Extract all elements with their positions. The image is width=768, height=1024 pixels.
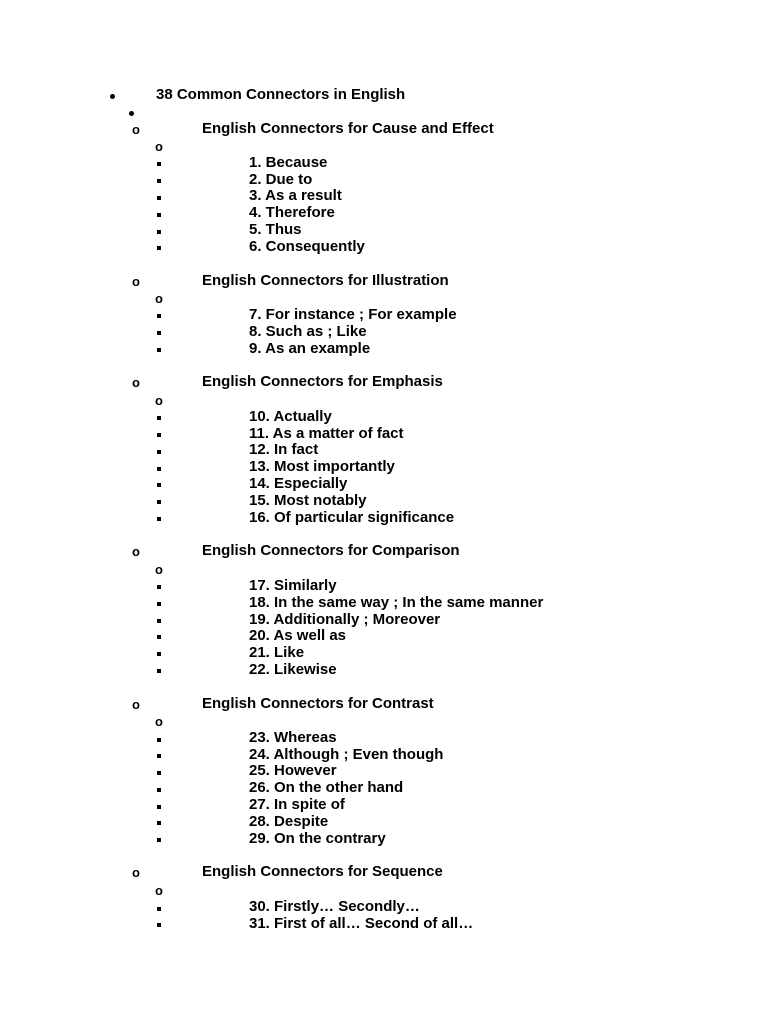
square-bullet xyxy=(157,162,161,166)
circle-bullet: o xyxy=(132,544,140,559)
square-bullet xyxy=(157,754,161,758)
circle-bullet: o xyxy=(132,865,140,880)
list-item: 22. Likewise xyxy=(249,661,337,678)
square-bullet xyxy=(157,619,161,623)
list-item: 21. Like xyxy=(249,644,305,661)
square-bullet xyxy=(157,738,161,742)
square-bullet xyxy=(157,230,161,234)
list-item: 11. As a matter of fact xyxy=(249,425,404,442)
square-bullet xyxy=(157,450,161,454)
list-item: 18. In the same way ; In the same manner xyxy=(249,594,544,611)
square-bullet xyxy=(157,805,161,809)
circle-bullet: o xyxy=(132,122,140,137)
list-item: 1. Because xyxy=(249,154,328,171)
square-bullet xyxy=(157,838,161,842)
square-bullet xyxy=(157,483,161,487)
square-bullet xyxy=(157,517,161,521)
list-item: 13. Most importantly xyxy=(249,458,395,475)
square-bullet xyxy=(157,602,161,606)
square-bullet xyxy=(157,467,161,471)
square-bullet xyxy=(157,179,161,183)
square-bullet xyxy=(157,669,161,673)
circle-bullet: o xyxy=(132,375,140,390)
circle-bullet: o xyxy=(155,883,163,898)
section-heading: English Connectors for Illustration xyxy=(202,272,449,289)
list-item: 31. First of all… Second of all… xyxy=(249,915,474,932)
circle-bullet: o xyxy=(132,274,140,289)
section-heading: English Connectors for Sequence xyxy=(202,863,443,880)
section-heading: English Connectors for Comparison xyxy=(202,542,460,559)
circle-bullet: o xyxy=(155,393,163,408)
square-bullet xyxy=(157,652,161,656)
document-title: 38 Common Connectors in English xyxy=(156,86,406,103)
circle-bullet: o xyxy=(155,562,163,577)
square-bullet xyxy=(157,213,161,217)
square-bullet xyxy=(157,196,161,200)
square-bullet xyxy=(157,331,161,335)
list-item: 16. Of particular significance xyxy=(249,509,455,526)
list-item: 12. In fact xyxy=(249,441,319,458)
square-bullet xyxy=(157,314,161,318)
square-bullet xyxy=(157,788,161,792)
square-bullet xyxy=(157,433,161,437)
square-bullet xyxy=(157,416,161,420)
list-item: 5. Thus xyxy=(249,221,302,238)
list-item: 20. As well as xyxy=(249,627,347,644)
list-item: 8. Such as ; Like xyxy=(249,323,367,340)
square-bullet xyxy=(157,246,161,250)
list-item: 2. Due to xyxy=(249,171,313,188)
list-item: 27. In spite of xyxy=(249,796,345,813)
list-item: 23. Whereas xyxy=(249,729,337,746)
section-heading: English Connectors for Emphasis xyxy=(202,373,443,390)
list-item: 14. Especially xyxy=(249,475,348,492)
square-bullet xyxy=(157,500,161,504)
list-item: 3. As a result xyxy=(249,187,342,204)
list-item: 30. Firstly… Secondly… xyxy=(249,898,420,915)
square-bullet xyxy=(157,348,161,352)
list-item: 6. Consequently xyxy=(249,238,365,255)
circle-bullet: o xyxy=(132,697,140,712)
section-heading: English Connectors for Contrast xyxy=(202,695,434,712)
circle-bullet: o xyxy=(155,714,163,729)
circle-bullet: o xyxy=(155,291,163,306)
list-item: 7. For instance ; For example xyxy=(249,306,457,323)
list-item: 24. Although ; Even though xyxy=(249,746,444,763)
list-item: 29. On the contrary xyxy=(249,830,386,847)
square-bullet xyxy=(157,585,161,589)
disc-bullet xyxy=(129,111,134,116)
list-item: 9. As an example xyxy=(249,340,371,357)
list-item: 19. Additionally ; Moreover xyxy=(249,611,441,628)
circle-bullet: o xyxy=(155,139,163,154)
list-item: 26. On the other hand xyxy=(249,779,404,796)
list-item: 25. However xyxy=(249,762,337,779)
square-bullet xyxy=(157,771,161,775)
square-bullet xyxy=(157,635,161,639)
list-item: 17. Similarly xyxy=(249,577,337,594)
list-item: 4. Therefore xyxy=(249,204,335,221)
list-item: 15. Most notably xyxy=(249,492,367,509)
square-bullet xyxy=(157,821,161,825)
square-bullet xyxy=(157,907,161,911)
list-item: 28. Despite xyxy=(249,813,329,830)
section-heading: English Connectors for Cause and Effect xyxy=(202,120,494,137)
list-item: 10. Actually xyxy=(249,408,332,425)
square-bullet xyxy=(157,923,161,927)
disc-bullet xyxy=(110,94,115,99)
